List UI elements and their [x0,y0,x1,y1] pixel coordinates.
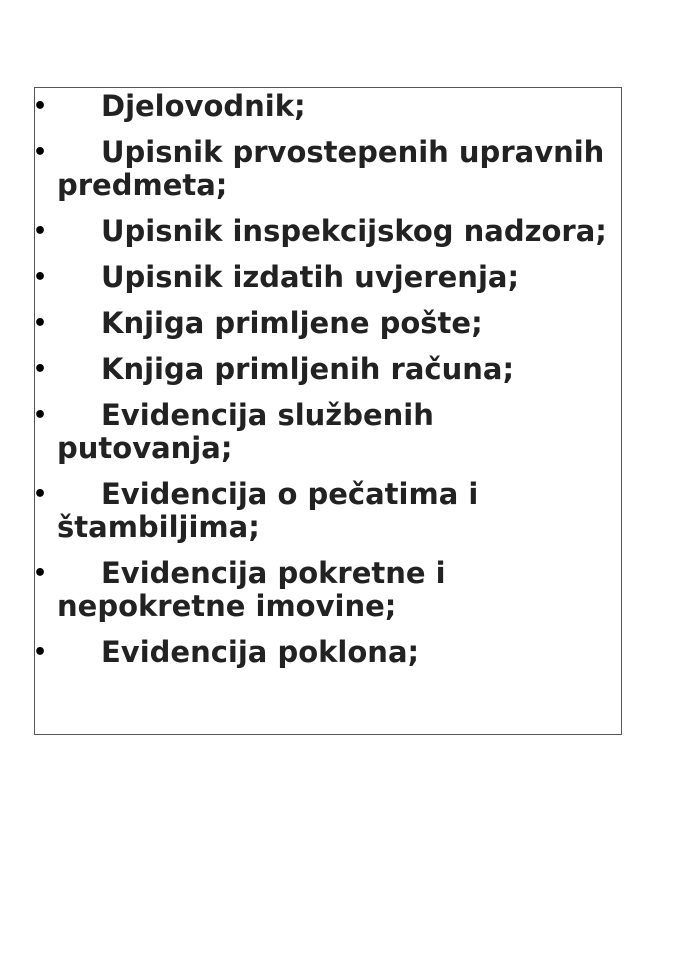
list-item [35,90,621,123]
list-box [34,87,622,735]
bullet-icon: • [33,94,48,119]
bullet-icon: • [33,403,48,428]
list-item [35,557,621,623]
list-item-label: Evidencija o pečatima i štambiljima; [57,477,479,544]
bullet-icon: • [33,219,48,244]
bullet-icon: • [33,140,48,165]
record-list [35,90,621,669]
list-item-label: Upisnik prvostepenih upravnih predmeta; [57,135,605,202]
list-item-label: Knjiga primljenih računa; [101,352,515,386]
list-item [35,261,621,294]
list-item [35,478,621,544]
list-item [35,353,621,386]
list-item [35,399,621,465]
list-item [35,215,621,248]
bullet-icon: • [33,357,48,382]
bullet-icon: • [33,561,48,586]
list-item [35,636,621,669]
list-item-label: Knjiga primljene pošte; [101,306,483,340]
list-item-label: Evidencija pokretne i nepokretne imovine; [57,556,446,623]
list-item-label: Evidencija poklona; [101,635,420,669]
bullet-icon: • [33,640,48,665]
list-item-label: Djelovodnik; [101,89,306,123]
bullet-icon: • [33,265,48,290]
bullet-icon: • [33,482,48,507]
list-item [35,307,621,340]
list-item-label: Evidencija službenih putovanja; [57,398,434,465]
bullet-icon: • [33,311,48,336]
list-item-label: Upisnik izdatih uvjerenja; [101,260,520,294]
list-item-label: Upisnik inspekcijskog nadzora; [101,214,607,248]
list-item [35,136,621,202]
